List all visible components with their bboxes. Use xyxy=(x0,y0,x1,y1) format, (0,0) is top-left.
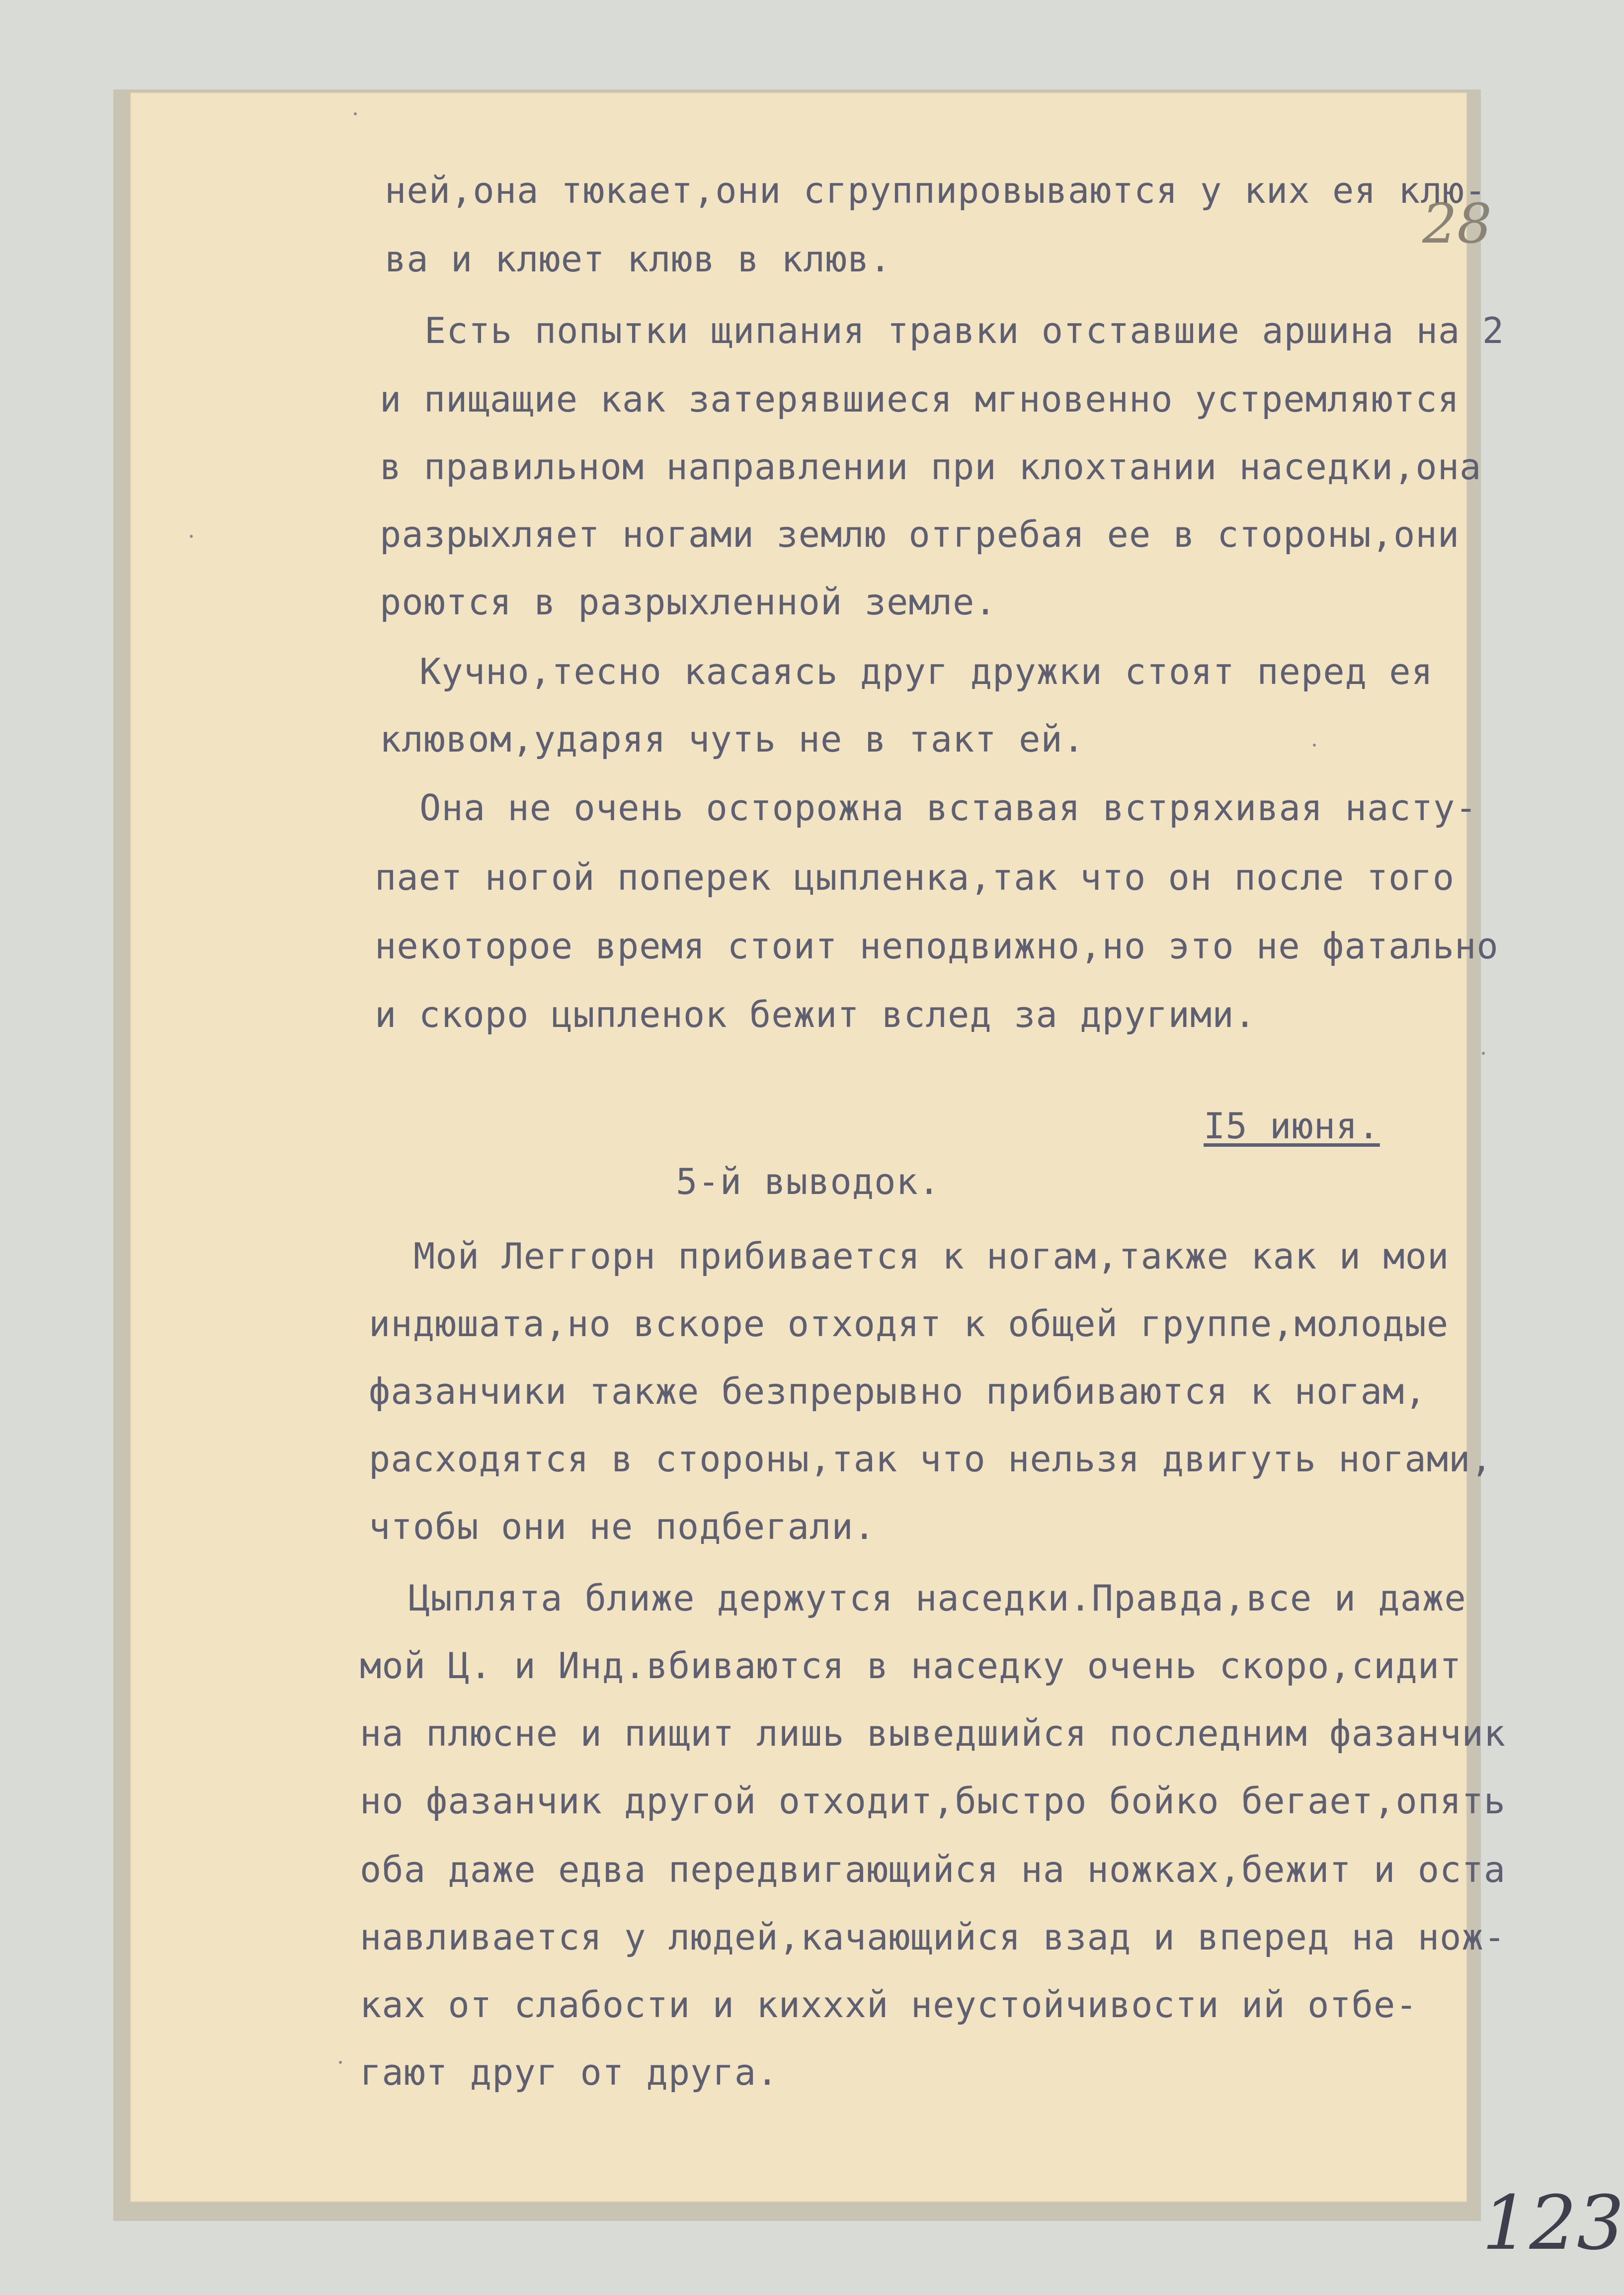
archive-folio-number: 28 xyxy=(1422,192,1492,255)
text-line: ва и клюет клюв в клюв. xyxy=(385,238,892,280)
text-line: индюшата,но вскоре отходят к общей группе,молодые xyxy=(369,1303,1449,1345)
text-line: расходятся в стороны,так что нельзя двигуть ногами, xyxy=(369,1438,1493,1480)
text-line: и пищащие как затерявшиеся мгновенно устремляются xyxy=(380,378,1460,420)
text-line: некоторое время стоит неподвижно,но это не фатально xyxy=(375,925,1499,967)
text-line: Цыплята ближе держутся наседки.Правда,все и даже xyxy=(408,1577,1466,1619)
paper-speck xyxy=(1313,744,1316,747)
text-line: гают друг от друга. xyxy=(360,2051,779,2093)
text-line: в правильном направлении при клохтании наседки,она xyxy=(380,446,1482,488)
typewritten-page xyxy=(130,92,1624,2267)
text-line: Есть попытки щипания травки отставшие аршина на 2 xyxy=(424,310,1505,351)
section-heading: 5-й выводок. xyxy=(676,1161,941,1202)
paper-speck xyxy=(190,535,193,538)
text-line: на плюсне и пищит лишь выведшийся последним фазанчик xyxy=(360,1712,1506,1754)
text-line: фазанчики также безпрерывно прибиваются к ногам, xyxy=(369,1370,1427,1412)
text-line: ках от слабости и кихххй неустойчивости ий отбе- xyxy=(360,1984,1418,2026)
text-line: Она не очень осторожна вставая встряхивая насту- xyxy=(419,787,1477,829)
text-line: ней,она тюкает,они сгруппировываются у ких ея клю- xyxy=(385,170,1487,211)
text-line: навливается у людей,качающийся взад и вперед на нож- xyxy=(360,1916,1506,1958)
paper-speck xyxy=(339,2061,342,2064)
paper-speck xyxy=(1482,1052,1485,1055)
text-line: роются в разрыхленной земле. xyxy=(380,581,997,623)
handwritten-page-number: 123 xyxy=(1482,2180,1624,2267)
text-line: Мой Леггорн прибивается к ногам,также как и мои xyxy=(413,1235,1450,1277)
paper-speck xyxy=(354,112,357,115)
text-line: мой Ц. и Инд.вбиваются в наседку очень скоро,сидит xyxy=(360,1645,1462,1687)
text-line: клювом,ударяя чуть не в такт ей. xyxy=(380,718,1085,760)
text-line: но фазанчик другой отходит,быстро бойко бегает,опять xyxy=(360,1780,1506,1822)
entry-date: I5 июня. xyxy=(1204,1105,1380,1147)
text-line: и скоро цыпленок бежит вслед за другими. xyxy=(375,994,1256,1035)
text-line: пает ногой поперек цыпленка,так что он после того xyxy=(375,856,1455,898)
text-line: оба даже едва передвигающийся на ножках,бежит и оста xyxy=(360,1849,1506,1890)
text-line: разрыхляет ногами землю отгребая ее в стороны,они xyxy=(380,513,1460,555)
text-line: Кучно,тесно касаясь друг дружки стоят перед ея xyxy=(419,651,1433,692)
text-line: чтобы они не подбегали. xyxy=(369,1506,876,1547)
